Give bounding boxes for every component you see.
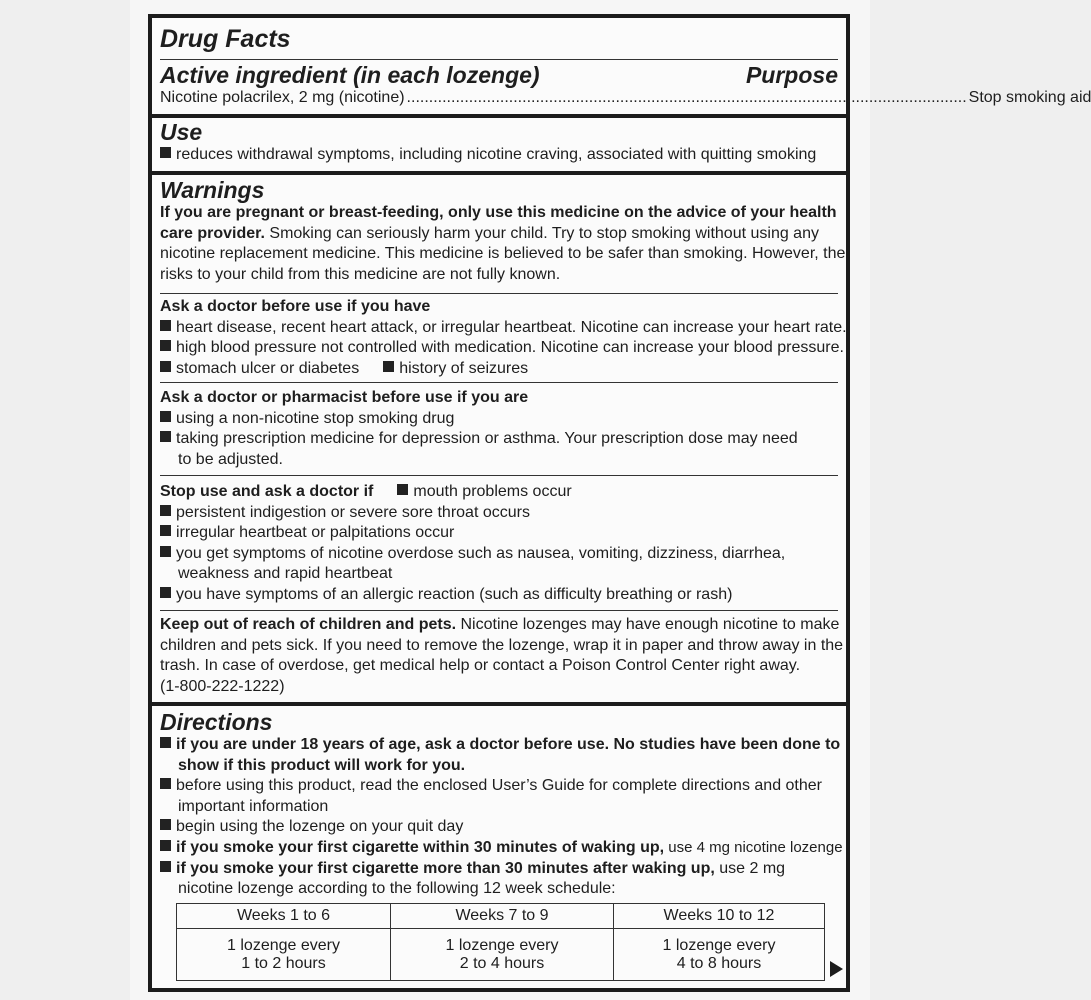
ask-doctor-item: stomach ulcer or diabetes: [176, 359, 360, 377]
directions-header: Directions: [160, 709, 273, 735]
drug-facts-header: [152, 22, 846, 56]
ask-doctor-section: [152, 297, 846, 379]
bullet-icon: [160, 361, 171, 372]
ask-pharmacist-item: to be adjusted.: [178, 450, 283, 468]
use-header: Use: [160, 119, 203, 145]
divider: [160, 59, 838, 60]
keep-out-section: [152, 615, 846, 697]
schedule-dose-cell: [391, 929, 614, 981]
bullet-icon: [160, 505, 171, 516]
direction-item-bold: if you smoke your first cigarette within 30 minutes of waking up,: [176, 838, 665, 856]
purpose-value: Stop smoking aid: [968, 89, 1091, 106]
stop-use-item: mouth problems occur: [413, 483, 572, 500]
direction-item-bold: if you smoke your first cigarette more than 30 minutes after waking up,: [176, 859, 715, 877]
table-row: [177, 929, 825, 981]
active-ingredient-section: [152, 62, 1091, 108]
drug-facts-panel: [148, 14, 1091, 992]
purpose-header: Purpose: [745, 62, 838, 88]
keep-out-heading: Keep out of reach of children and pets.: [160, 616, 457, 633]
active-ingredient-name: Nicotine polacrilex, 2 mg (nicotine): [160, 89, 405, 106]
section-divider: [152, 171, 846, 175]
pregnant-warning-text: Smoking can seriously harm your child. Try to stop smoking without using any: [264, 224, 819, 242]
bullet-icon: [160, 525, 171, 536]
bullet-icon: [160, 819, 171, 830]
stop-use-item: you have symptoms of an allergic reaction (such as difficulty breathing or rash): [176, 585, 733, 603]
ask-doctor-item: high blood pressure not controlled with medication. Nicotine can increase your blood pressure.: [176, 339, 844, 357]
schedule-weeks-cell: Weeks 1 to 6: [177, 904, 391, 929]
stop-use-item: you get symptoms of nicotine overdose such as nausea, vomiting, dizziness, diarrhea,: [176, 544, 786, 562]
ask-pharmacist-item: using a non-nicotine stop smoking drug: [176, 409, 455, 427]
section-divider: [152, 114, 846, 118]
dose-line: 1 lozenge every: [662, 936, 776, 954]
use-section: [152, 119, 846, 166]
direction-item: show if this product will work for you.: [178, 756, 466, 774]
bullet-icon: [160, 737, 171, 748]
schedule-dose-cell: [177, 929, 391, 981]
bullet-icon: [397, 484, 408, 495]
stop-use-item: irregular heartbeat or palpitations occur: [176, 524, 455, 542]
table-row: [177, 904, 825, 929]
divider: [160, 382, 838, 383]
schedule-weeks-cell: Weeks 7 to 9: [391, 904, 614, 929]
bullet-icon: [160, 546, 171, 557]
schedule-dose-cell: [614, 929, 825, 981]
stop-use-heading: Stop use and ask a doctor if: [160, 483, 374, 500]
stop-use-item: persistent indigestion or severe sore throat occurs: [176, 503, 530, 521]
drug-facts-title: Drug Facts: [160, 25, 291, 53]
ask-doctor-item: history of seizures: [399, 359, 529, 377]
stop-use-item: weakness and rapid heartbeat: [178, 565, 393, 583]
bullet-icon: [160, 587, 171, 598]
leader-dots: ..............................................................................................................................: [406, 89, 967, 106]
schedule-weeks-cell: Weeks 10 to 12: [614, 904, 825, 929]
keep-out-text: Nicotine lozenges may have enough nicotine to make: [456, 616, 840, 633]
stop-use-section: [152, 482, 846, 606]
use-item: reduces withdrawal symptoms, including nicotine craving, associated with quitting smoking: [176, 146, 817, 163]
ask-pharmacist-item: taking prescription medicine for depression or asthma. Your prescription dose may need: [176, 430, 798, 448]
pregnant-warning-bold: If you are pregnant or breast-feeding, only use this medicine on the advice of your health: [160, 204, 837, 221]
keep-out-text: children and pets sick. If you need to remove the lozenge, wrap it in paper and throw away in the: [160, 636, 844, 654]
direction-item: use 4 mg nicotine lozenge: [664, 838, 843, 856]
dosing-schedule-table: [176, 903, 825, 981]
dose-line: 1 lozenge every: [227, 936, 340, 954]
divider: [160, 293, 838, 294]
poison-control-phone: (1-800-222-1222): [160, 677, 285, 695]
bullet-icon: [160, 147, 171, 158]
bullet-icon: [160, 320, 171, 331]
ask-doctor-item: heart disease, recent heart attack, or irregular heartbeat. Nicotine can increase your heart rate.: [176, 318, 847, 336]
ask-pharmacist-section: [152, 388, 846, 470]
pregnant-warning-text: risks to your child from this medicine are not fully known.: [160, 265, 561, 283]
direction-item: begin using the lozenge on your quit day: [176, 818, 464, 836]
pregnant-warning-text: nicotine replacement medicine. This medicine is believed to be safer than smoking. However, the: [160, 245, 846, 263]
warnings-header: Warnings: [160, 177, 265, 203]
bullet-icon: [160, 861, 171, 872]
bullet-icon: [160, 340, 171, 351]
dose-line: 1 to 2 hours: [241, 954, 326, 972]
bullet-icon: [160, 840, 171, 851]
bullet-icon: [160, 778, 171, 789]
bullet-icon: [160, 411, 171, 422]
active-ingredient-header: Active ingredient (in each lozenge): [160, 62, 540, 88]
ask-doctor-heading: Ask a doctor before use if you have: [160, 298, 431, 315]
pregnant-warning-bold: care provider.: [160, 224, 265, 242]
divider: [160, 610, 838, 611]
continue-arrow-icon: [830, 961, 843, 977]
dose-line: 1 lozenge every: [445, 936, 559, 954]
bullet-icon: [160, 431, 171, 442]
divider: [160, 475, 838, 476]
keep-out-text: trash. In case of overdose, get medical help or contact a Poison Control Center right away.: [160, 657, 801, 675]
ask-pharmacist-heading: Ask a doctor or pharmacist before use if you are: [160, 389, 529, 406]
direction-item: use 2 mg: [714, 859, 786, 877]
direction-item: important information: [178, 797, 329, 815]
warnings-section: [152, 177, 846, 285]
dose-line: 4 to 8 hours: [676, 954, 762, 972]
direction-item: before using this product, read the enclosed User’s Guide for complete directions and other: [176, 777, 822, 795]
section-divider: [152, 702, 846, 706]
directions-section: [152, 709, 846, 900]
bullet-icon: [383, 361, 394, 372]
direction-item: if you are under 18 years of age, ask a doctor before use. No studies have been done to: [176, 736, 841, 753]
dose-line: 2 to 4 hours: [459, 954, 545, 972]
direction-item: nicotine lozenge according to the following 12 week schedule:: [178, 880, 616, 898]
